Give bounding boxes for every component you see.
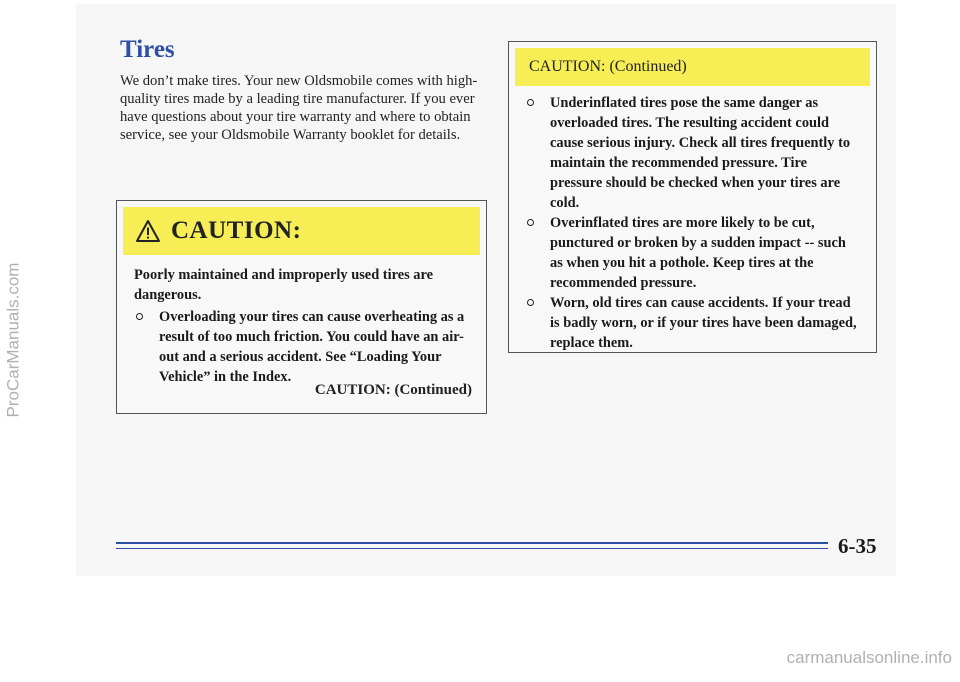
caution-box	[116, 200, 487, 414]
bullet-icon	[136, 313, 143, 320]
caution-continued-list	[525, 93, 861, 353]
side-watermark-text: ProCarManuals.com	[3, 262, 23, 418]
side-watermark	[2, 90, 24, 590]
bullet-icon	[527, 99, 534, 106]
caution-list-item	[525, 293, 861, 353]
caution-continued-banner	[515, 48, 870, 86]
caution-list-item-text: Overinflated tires are more likely to be cut, punctured or broken by a sudden impact -- such as when you hit a pothole. Keep tires at the recommended pressure.	[550, 215, 846, 291]
footer-rule-thin	[116, 548, 828, 549]
caution-list-item-text: Underinflated tires pose the same danger as overloaded tires. The resulting accident could cause serious injury. Check all tires frequently to maintain the recommended pressure. Tire pressure should be checked when your tires are cold.	[550, 95, 851, 211]
caution-continued-label: CAUTION: (Continued)	[314, 382, 472, 398]
caution-banner	[123, 207, 480, 255]
caution-continued-heading: CAUTION: (Continued)	[529, 58, 687, 75]
bottom-watermark: carmanualsonline.info	[786, 648, 952, 667]
caution-list	[134, 307, 474, 387]
caution-lead-text: Poorly maintained and improperly used tires are dangerous.	[134, 267, 434, 303]
caution-list-item	[525, 213, 861, 293]
bullet-icon	[527, 219, 534, 226]
footer-rule	[116, 542, 828, 544]
bullet-icon	[527, 299, 534, 306]
caution-list-item-text: Worn, old tires can cause accidents. If your tread is badly worn, or if your tires have been damaged, replace them.	[550, 295, 857, 351]
caution-list-item	[525, 93, 861, 213]
caution-list-item-text: Overloading your tires can cause overheating as a result of too much friction. You could have an air-out and a serious accident. See “Loading Your Vehicle” in the Index.	[159, 309, 465, 385]
intro-paragraph: We don’t make tires. Your new Oldsmobile comes with high-quality tires made by a leading tire manufacturer. If you ever have questions about your tire warranty and where to obtain service, see your Oldsmobile Warranty booklet for details.	[120, 73, 478, 143]
caution-continued-box	[508, 41, 877, 353]
warning-triangle-icon	[135, 219, 161, 243]
caution-list-item	[134, 307, 474, 387]
page-number: 6-35	[838, 534, 877, 558]
section-title: Tires	[120, 36, 175, 63]
caution-heading: CAUTION:	[171, 217, 302, 244]
